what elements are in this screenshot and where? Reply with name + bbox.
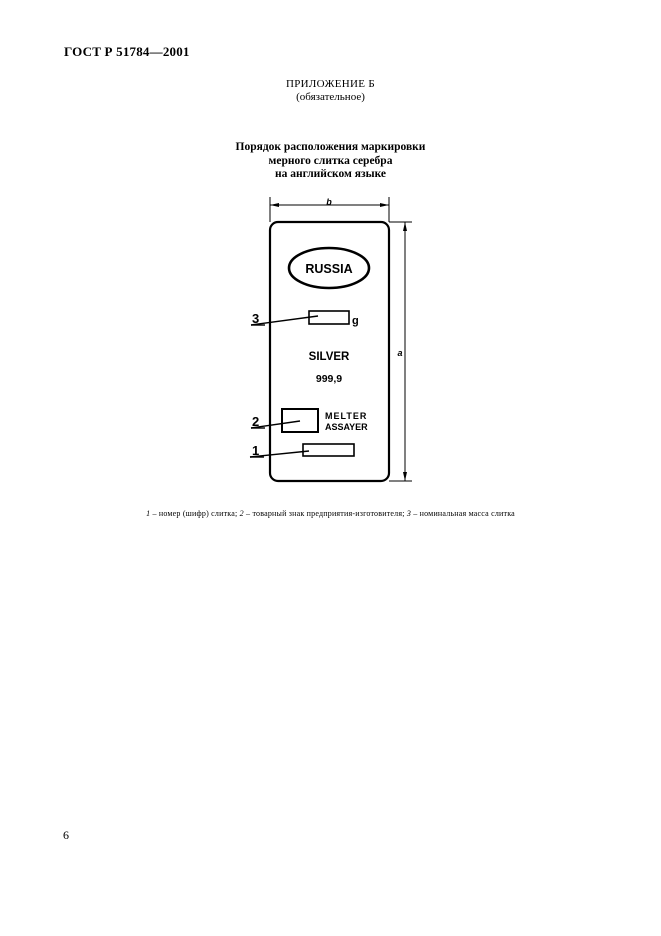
metal-text: SILVER <box>308 351 350 363</box>
callout-1: 1 <box>252 443 260 458</box>
height-dimension <box>389 222 412 481</box>
callout-2: 2 <box>252 414 260 429</box>
caption-text-1: – номер (шифр) слитка; <box>150 509 240 518</box>
standard-header: ГОСТ Р 51784—2001 <box>64 44 190 59</box>
heading-line-3: на английском языке <box>274 168 387 180</box>
caption-text-2: – товарный знак предприятия-изготовителя; <box>243 509 407 518</box>
serial-number-field <box>303 444 354 456</box>
dimension-a-label: a <box>397 348 403 358</box>
caption-number-1: 1 <box>146 509 151 518</box>
callout-3-leader <box>251 316 318 325</box>
heading-line-1: Порядок расположения маркировки <box>235 141 426 153</box>
callout-3: 3 <box>252 311 260 326</box>
appendix-note: (обязательное) <box>296 91 365 103</box>
mass-field <box>309 311 349 324</box>
heading-line-2: мерного слитка серебра <box>268 154 393 167</box>
figure-caption <box>0 509 661 518</box>
caption-text-3: – номинальная масса слитка <box>411 509 515 518</box>
oval-text: RUSSIA <box>305 262 353 276</box>
appendix-title: ПРИЛОЖЕНИЕ Б <box>286 78 375 90</box>
page-number: 6 <box>63 828 69 842</box>
dimension-b-label: b <box>326 197 332 207</box>
melter-text: MELTER <box>325 411 368 421</box>
caption-number-3: 3 <box>406 509 412 518</box>
mass-unit: g <box>352 315 359 327</box>
width-dimension <box>270 197 389 222</box>
assayer-text: ASSAYER <box>325 422 368 432</box>
trademark-field <box>282 409 318 432</box>
caption-number-2: 2 <box>239 509 244 518</box>
fineness-text: 999,9 <box>315 373 343 385</box>
